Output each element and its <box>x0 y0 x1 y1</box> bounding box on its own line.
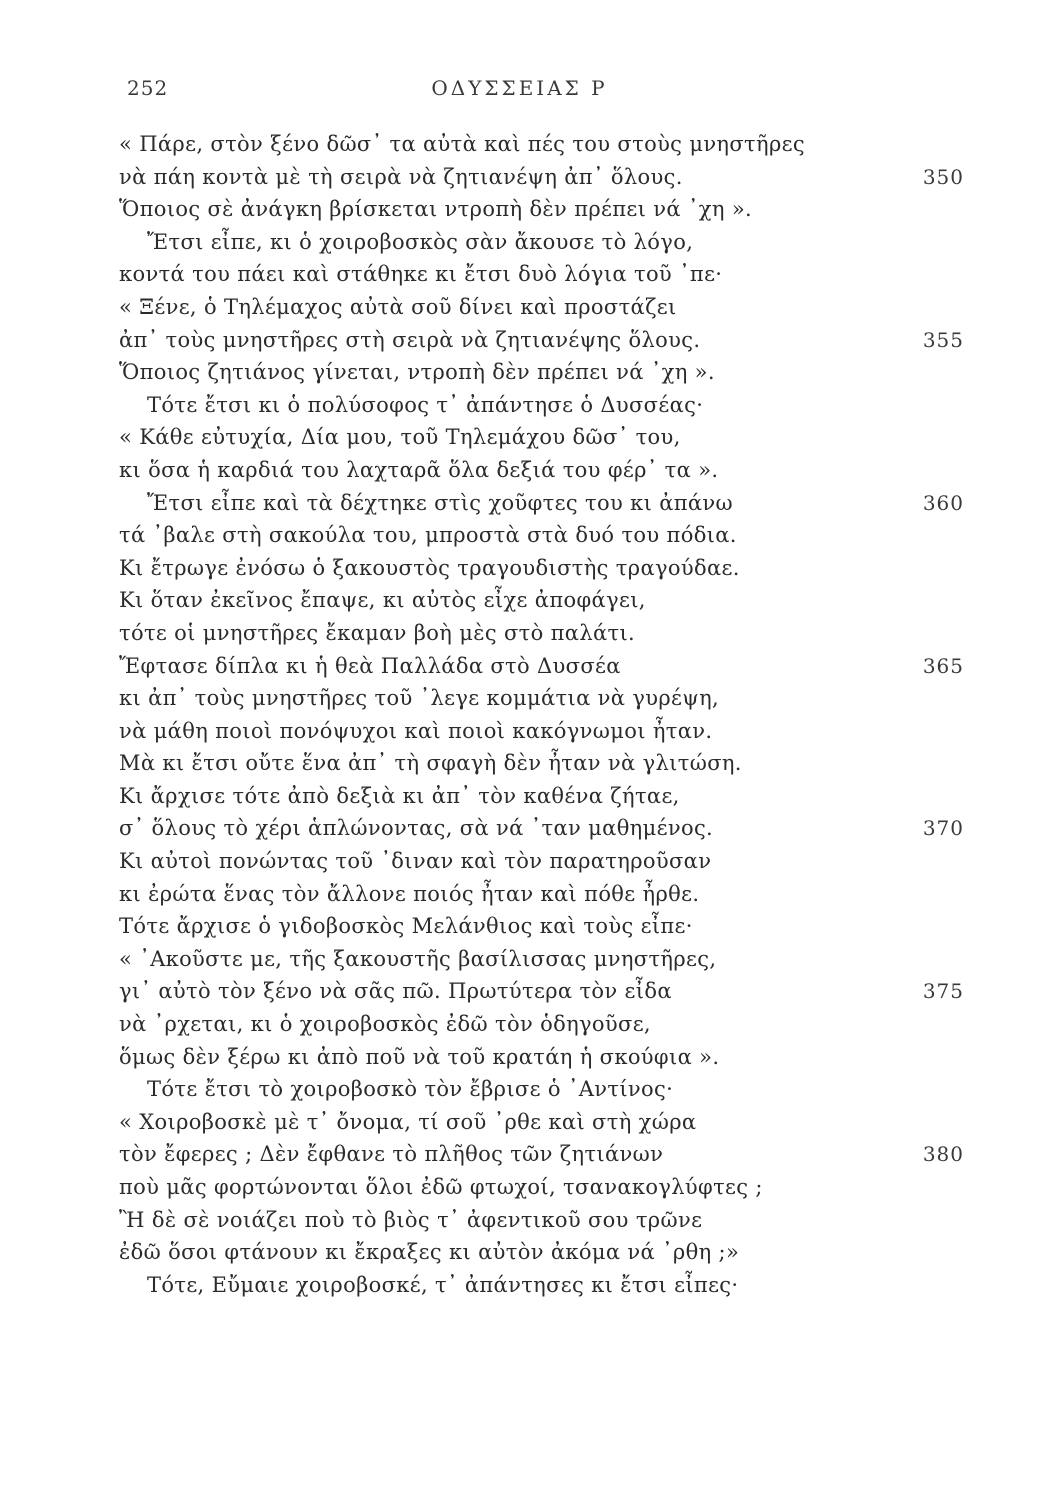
verse-text: « Ξένε, ὁ Τηλέμαχος αὐτὰ σοῦ δίνει καὶ προστάζει <box>119 294 677 319</box>
verse-text: Ἔτσι εἶπε καὶ τὰ δέχτηκε στὶς χοῦφτες του κι ἀπάνω <box>147 490 734 515</box>
verse-text: Ὅποιος σὲ ἀνάγκη βρίσκεται ντροπὴ δὲν πρέπει νά ᾽χη ». <box>119 197 753 222</box>
verse-line <box>119 193 964 226</box>
verse-text: « ᾽Ακοῦστε με, τῆς ξακουστῆς βασίλισσας μνηστῆρες, <box>119 946 717 971</box>
verse-text: ἀπ᾽ τοὺς μνηστῆρες στὴ σειρὰ νὰ ζητιανέψης ὅλους. <box>119 327 701 352</box>
verse-line <box>119 878 964 911</box>
verse-line <box>119 1269 964 1302</box>
line-number: 370 <box>922 816 964 841</box>
verse-line <box>119 161 964 194</box>
running-title: ΟΔΥΣΣΕΙΑΣ Ρ <box>431 76 608 100</box>
verse-line <box>119 519 964 552</box>
verse-line <box>119 1041 964 1074</box>
verse-line <box>119 845 964 878</box>
verse-line <box>119 1236 964 1269</box>
line-number: 375 <box>922 979 964 1004</box>
verse-line <box>119 258 964 291</box>
verse-text: τὸν ἔφερες ; Δὲν ἔφθανε τὸ πλῆθος τῶν ζητιάνων <box>119 1142 664 1167</box>
verse-text: γι᾽ αὐτὸ τὸν ξένο νὰ σᾶς πῶ. Πρωτύτερα τὸν εἶδα <box>119 979 672 1004</box>
line-number: 365 <box>922 653 964 678</box>
verse-text: Τότε ἔτσι τὸ χοιροβοσκὸ τὸν ἔβρισε ὁ ᾽Αντίνος· <box>147 1077 674 1102</box>
verse-text: « Χοιροβοσκὲ μὲ τ᾽ ὄνομα, τί σοῦ ᾽ρθε καὶ στὴ χώρα <box>119 1109 697 1134</box>
verse-block <box>119 128 964 1301</box>
verse-text: Τότε, Εὔμαιε χοιροβοσκέ, τ᾽ ἀπάντησες κι ἔτσι εἶπες· <box>147 1272 739 1297</box>
page-header <box>0 76 1039 106</box>
verse-text: ποὺ μᾶς φορτώνονται ὅλοι ἐδῶ φτωχοί, τσανακογλύφτες ; <box>119 1175 763 1199</box>
verse-line <box>119 226 964 259</box>
verse-line <box>119 1204 964 1237</box>
verse-line <box>119 356 964 389</box>
verse-text: Ἔφτασε δίπλα κι ἡ θεὰ Παλλάδα στὸ Δυσσέα <box>119 653 621 678</box>
verse-text: Μὰ κι ἔτσι οὔτε ἕνα ἀπ᾽ τὴ σφαγὴ δὲν ἦταν νὰ γλιτώση. <box>119 751 742 776</box>
verse-line <box>119 487 964 520</box>
verse-line <box>119 910 964 943</box>
verse-line <box>119 552 964 585</box>
verse-text: κι ἐρώτα ἕνας τὸν ἄλλονε ποιός ἦταν καὶ πόθε ἦρθε. <box>119 881 700 906</box>
verse-text: Κι ἔτρωγε ἐνόσω ὁ ξακουστὸς τραγουδιστὴς τραγούδαε. <box>119 555 740 580</box>
verse-line <box>119 617 964 650</box>
page-number: 252 <box>127 76 169 100</box>
verse-text: « Κάθε εὐτυχία, Δία μου, τοῦ Τηλεμάχου δῶσ᾽ του, <box>119 425 681 450</box>
verse-text: τά ᾽βαλε στὴ σακούλα του, μπροστὰ στὰ δυό του πόδια. <box>119 523 737 548</box>
verse-line <box>119 1106 964 1139</box>
verse-text: νὰ ᾽ρχεται, κι ὁ χοιροβοσκὸς ἐδῶ τὸν ὁδηγοῦσε, <box>119 1012 651 1037</box>
verse-text: Κι αὐτοὶ πονώντας τοῦ ᾽διναν καὶ τὸν παρατηροῦσαν <box>119 849 712 874</box>
verse-text: Ἢ δὲ σὲ νοιάζει ποὺ τὸ βιὸς τ᾽ ἀφεντικοῦ σου τρῶνε <box>119 1207 703 1232</box>
verse-text: Ἔτσι εἶπε, κι ὁ χοιροβοσκὸς σὰν ἄκουσε τὸ λόγο, <box>147 229 694 254</box>
verse-line <box>119 1171 964 1204</box>
verse-text: σ᾽ ὅλους τὸ χέρι ἁπλώνοντας, σὰ νά ᾽ταν μαθημένος. <box>119 816 714 841</box>
verse-line <box>119 421 964 454</box>
verse-text: νὰ μάθη ποιοὶ πονόψυχοι καὶ ποιοὶ κακόγνωμοι ἦταν. <box>119 718 713 743</box>
verse-line <box>119 454 964 487</box>
verse-line <box>119 943 964 976</box>
verse-text: ἐδῶ ὅσοι φτάνουν κι ἔκραξες κι αὐτὸν ἀκόμα νά ᾽ρθη ;» <box>119 1240 740 1265</box>
verse-line <box>119 324 964 357</box>
verse-text: κι ὅσα ἡ καρδιά του λαχταρᾶ ὅλα δεξιά του φέρ᾽ τα ». <box>119 457 719 482</box>
verse-text: νὰ πάη κοντὰ μὲ τὴ σειρὰ νὰ ζητιανέψη ἀπ᾽ ὅλους. <box>119 164 683 189</box>
verse-text: κοντά του πάει καὶ στάθηκε κι ἔτσι δυὸ λόγια τοῦ ᾽πε· <box>119 262 723 287</box>
verse-line <box>119 715 964 748</box>
line-number: 360 <box>922 490 964 515</box>
verse-text: Κι ὅταν ἐκεῖνος ἔπαψε, κι αὐτὸς εἶχε ἀποφάγει, <box>119 588 646 613</box>
verse-text: « Πάρε, στὸν ξένο δῶσ᾽ τα αὐτὰ καὶ πές του στοὺς μνηστῆρες <box>119 132 805 156</box>
verse-line <box>119 389 964 422</box>
verse-line <box>119 291 964 324</box>
verse-text: τότε οἱ μνηστῆρες ἔκαμαν βοὴ μὲς στὸ παλάτι. <box>119 620 636 645</box>
line-number: 380 <box>922 1142 964 1167</box>
verse-line <box>119 1073 964 1106</box>
verse-line <box>119 128 964 161</box>
verse-line <box>119 812 964 845</box>
verse-text: ὅμως δὲν ξέρω κι ἀπὸ ποῦ νὰ τοῦ κρατάη ἡ σκούφια ». <box>119 1044 720 1069</box>
verse-text: Κι ἄρχισε τότε ἀπὸ δεξιὰ κι ἀπ᾽ τὸν καθένα ζήταε, <box>119 783 680 808</box>
verse-text: Ὅποιος ζητιάνος γίνεται, ντροπὴ δὲν πρέπει νά ᾽χη ». <box>119 360 715 385</box>
verse-line <box>119 584 964 617</box>
verse-line <box>119 682 964 715</box>
verse-line <box>119 1138 964 1171</box>
verse-text: κι ἀπ᾽ τοὺς μνηστῆρες τοῦ ᾽λεγε κομμάτια νὰ γυρέψη, <box>119 686 720 711</box>
verse-line <box>119 650 964 683</box>
line-number: 350 <box>922 164 964 189</box>
line-number: 355 <box>922 327 964 352</box>
verse-line <box>119 780 964 813</box>
verse-line <box>119 975 964 1008</box>
verse-text: Τότε ἔτσι κι ὁ πολύσοφος τ᾽ ἀπάντησε ὁ Δυσσέας· <box>147 392 704 417</box>
verse-text: Τότε ἄρχισε ὁ γιδοβοσκὸς Μελάνθιος καὶ τοὺς εἶπε· <box>119 914 693 939</box>
verse-line <box>119 747 964 780</box>
verse-line <box>119 1008 964 1041</box>
